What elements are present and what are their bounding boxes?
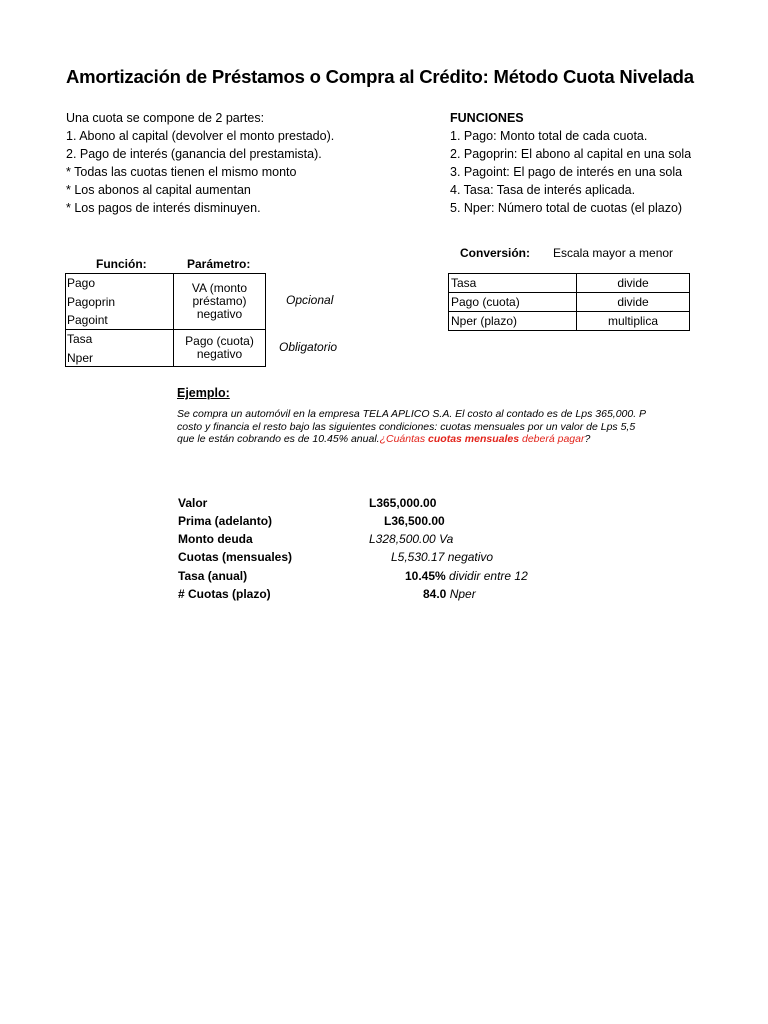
function-name: Pagoint — [67, 313, 108, 327]
value-note: Va — [439, 532, 454, 546]
value-amount: 10.45% — [405, 569, 446, 583]
conversion-action: divide — [577, 274, 690, 293]
data-label-cuotas: Cuotas (mensuales) — [178, 550, 293, 564]
header-funcion: Función: — [96, 257, 147, 271]
funcion-item: 3. Pagoint: El pago de interés en una sola — [450, 165, 683, 179]
header-conversion: Conversión: — [460, 246, 531, 260]
funcion-item: 1. Pago: Monto total de cada cuota. — [450, 129, 648, 143]
example-text-part: que le están cobrando es de 10.45% anual. — [177, 433, 380, 445]
funciones-heading: FUNCIONES — [450, 111, 524, 125]
conversion-table — [448, 273, 690, 331]
group2-functions — [66, 330, 174, 366]
intro-line: 1. Abono al capital (devolver el monto prestado). — [66, 129, 335, 143]
function-name: Pagoprin — [67, 294, 116, 309]
parameter-line: negativo — [196, 347, 243, 361]
data-value-tasa — [405, 569, 528, 583]
group1-parameter — [174, 274, 265, 330]
value-amount: 84.0 — [423, 587, 447, 601]
funcion-item: 5. Nper: Número total de cuotas (el plazo) — [450, 201, 683, 215]
data-value-cuotas — [391, 550, 493, 564]
example-question-mark: ? — [584, 433, 591, 445]
example-question: deberá pagar — [519, 433, 585, 445]
intro-line: * Los pagos de interés disminuyen. — [66, 201, 261, 215]
data-value-plazo — [423, 587, 476, 601]
intro-line: * Todas las cuotas tienen el mismo monto — [66, 165, 297, 179]
data-value-valor: L365,000.00 — [369, 496, 437, 510]
conversion-action: multiplica — [577, 312, 690, 331]
note-opcional: Opcional — [286, 293, 334, 307]
data-label-plazo: # Cuotas (plazo) — [178, 587, 271, 601]
parameter-line: Pago (cuota) — [185, 334, 254, 348]
header-escala: Escala mayor a menor — [553, 246, 674, 260]
table-row — [449, 293, 690, 312]
data-value-monto — [369, 532, 453, 546]
conversion-name: Nper (plazo) — [449, 312, 577, 331]
value-note: Nper — [449, 587, 476, 601]
intro-block — [66, 109, 334, 217]
page-title: Amortización de Préstamos o Compra al Crédito: Método Cuota Nivelada — [66, 66, 694, 87]
data-label-valor: Valor — [178, 496, 208, 510]
intro-line: Una cuota se compone de 2 partes: — [66, 111, 265, 125]
function-name: Tasa — [67, 332, 93, 346]
example-question: ¿Cuántas — [379, 433, 429, 445]
data-value-prima: L36,500.00 — [384, 514, 445, 528]
example-heading: Ejemplo: — [177, 386, 230, 400]
data-label-tasa: Tasa (anual) — [178, 569, 248, 583]
data-label-prima: Prima (adelanto) — [178, 514, 273, 528]
value-amount: L328,500.00 — [369, 532, 436, 546]
funcion-item: 4. Tasa: Tasa de interés aplicada. — [450, 183, 636, 197]
parameter-line: préstamo) — [192, 294, 247, 308]
conversion-action: divide — [577, 293, 690, 312]
example-line: costo y financia el resto bajo las siguientes condiciones: cuotas mensuales por un valor de Lps 5,5 — [177, 420, 636, 433]
funciones-block — [450, 109, 691, 217]
header-parametro: Parámetro: — [187, 257, 251, 271]
value-amount: L5,530.17 — [391, 550, 445, 564]
example-text — [177, 408, 691, 448]
conversion-name: Pago (cuota) — [449, 293, 577, 312]
value-note: dividir entre 12 — [449, 569, 528, 583]
function-name: Pago — [67, 276, 96, 290]
example-line — [177, 433, 691, 446]
function-table — [65, 273, 266, 367]
table-row — [449, 312, 690, 331]
parameter-line: negativo — [196, 307, 243, 321]
group1-functions — [66, 274, 174, 330]
function-name: Nper — [67, 350, 94, 365]
parameter-line: VA (monto — [191, 281, 248, 295]
funcion-item: 2. Pagoprin: El abono al capital en una sola — [450, 147, 691, 161]
value-note: negativo — [447, 550, 494, 564]
data-label-monto: Monto deuda — [178, 532, 253, 546]
note-obligatorio: Obligatorio — [279, 340, 338, 354]
intro-line: 2. Pago de interés (ganancia del prestamista). — [66, 147, 322, 161]
group2-parameter — [174, 330, 265, 366]
table-row — [449, 274, 690, 293]
example-highlight: cuotas mensuales — [428, 433, 520, 445]
conversion-name: Tasa — [449, 274, 577, 293]
intro-line: * Los abonos al capital aumentan — [66, 183, 251, 197]
example-line: Se compra un automóvil en la empresa TELA APLICO S.A. El costo al contado es de Lps 365,000. P — [177, 408, 647, 420]
